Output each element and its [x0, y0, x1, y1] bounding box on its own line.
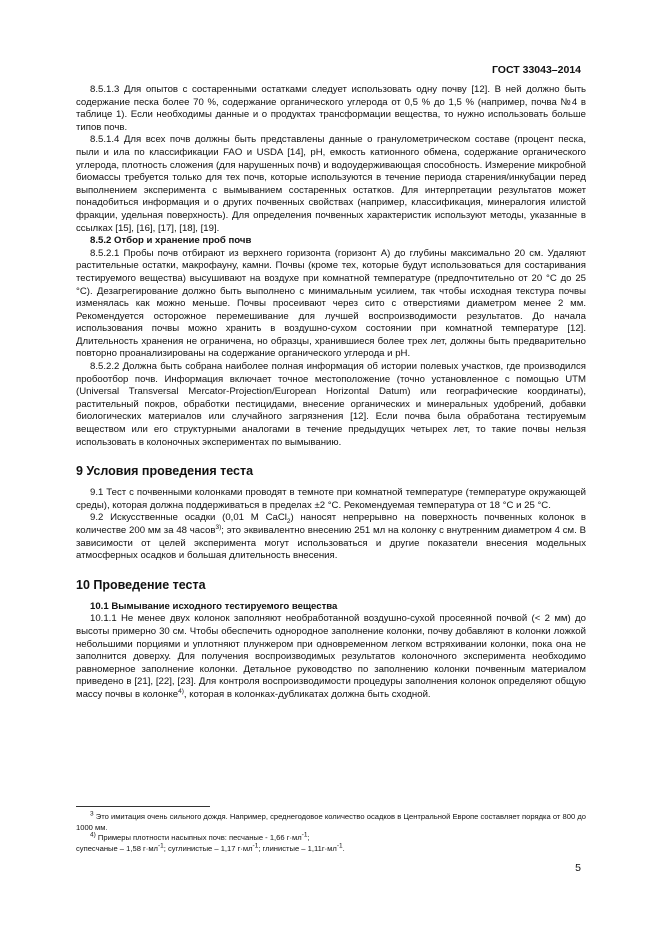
paragraph-10-1-1 [76, 613, 586, 701]
footnote-4-exponent-1: -1 [301, 831, 308, 839]
footnote-4-text-2: ; [307, 833, 310, 842]
page-number: 5 [575, 862, 581, 874]
paragraph-8-5-1-3: 8.5.1.3 Для опытов с состаренными остатками следует использовать одну почву [12]. В ней должно быть содержание песка более 70 %, содержание органического углерода от 0,5 % до 1,5 % (например, почва №4 в таблице 1). Если необходимы данные и о продуктах трансформации вещества, то нужно использовать больше типов почв. [76, 84, 586, 133]
footnote-3-text: Это имитация очень сильного дождя. Например, среднегодовое количество осадков в Центральной Европе составляет порядка от 800 до 1000 мм. [76, 812, 586, 832]
footnote-4-line-2-a: супесчаные – 1,58 г·мл [76, 843, 158, 853]
page-body [76, 84, 586, 702]
subsection-heading-8-5-2: 8.5.2 Отбор и хранение проб почв [90, 235, 252, 247]
footnote-4-line-2-c: ; глинистые – 1,11г·мл [258, 843, 337, 853]
document-id-header: ГОСТ 33043–2014 [491, 64, 581, 76]
paragraph-10-1-1-part-b: , которая в колонках-дубликатах должна быть сходной. [183, 688, 431, 700]
paragraph-9-2-subscript: 2 [286, 518, 291, 526]
footnote-ref-3: 3) [215, 523, 222, 531]
paragraph-8-5-2-1: 8.5.2.1 Пробы почв отбирают из верхнего горизонта (горизонт А) до глубины максимально 20 см. Удаляют растительные остатки, макрофауну, камни. Почвы (кроме тех, которые будут использоваться для состаривания тестируемого вещества) высушивают на воздухе при комнатной температуре (предпочтительно от 20 °С до 25 °С). Дезагрегирование должно быть выполнено с минимальным усилием, так чтобы исходная текстура почвы изменялась как можно меньше. Почвы просеивают через сито с отверстиями диаметром менее 2 мм. Рекомендуется осторожное перемешивание для лучшей воспроизводимости результатов. До начала использования почвы можно хранить в воздушно-сухом состоянии при комнатной температуре [12]. Длительность хранения не ограничена, но образцы, хранившиеся более трех лет, должны быть предварительно повторно проанализированы на содержание органического углерода и pH. [76, 247, 586, 360]
footnote-3-mark: 3 [90, 810, 94, 818]
footnote-4-mark: 4) [90, 831, 96, 839]
subsection-heading-10-1: 10.1 Вымывание исходного тестируемого вещества [90, 600, 338, 612]
paragraph-9-2-part-b: ) наносят непрерывно на поверхность почвенных колонок в количестве 200 мм за 48 часов [76, 512, 587, 536]
footnote-divider [76, 806, 210, 807]
footnote-4-line-2-d: . [342, 843, 345, 853]
paragraph-9-2 [76, 512, 586, 562]
paragraph-9-2-part-c: ; это эквивалентно внесению 251 мл на колонку с внутренним диаметром 4 см. В зависимости от целей эксперимента могут использоваться и другие показатели внесения модельных атмосферных осадков и большая длительность внесения. [76, 525, 587, 562]
section-heading-9: 9 Условия проведения теста [76, 464, 254, 479]
footnote-4-exponent-2: -1 [157, 841, 164, 849]
footnote-4-exponent-3: -1 [252, 841, 259, 849]
paragraph-9-1: 9.1 Тест с почвенными колонками проводят в темноте при комнатной температуре (температуре окружающей среды), которая должна поддерживаться в пределах ±2 °С. Рекомендуемая температура от 18 °С и 25 °С. [76, 487, 586, 511]
paragraph-8-5-2-2: 8.5.2.2 Должна быть собрана наиболее полная информация об истории полевых участков, где производился пробоотбор почв. Информация включает точное местоположение (точно установленное с помощью UTM (Universal Transversal Mercator-Projection/European Horizontal Datum) или географические координаты), растительный покров, обработки пестицидами, внесение органических и минеральных удобрений, добавки биологических материалов или случайного загрязнения [12]. Если почва была обработана тестируемым веществом или его структурными аналогами в течение предыдущих четырех лет, то такие почвы нельзя использовать в колоночных экспериментах по вымыванию. [76, 361, 586, 448]
paragraph-8-5-1-4: 8.5.1.4 Для всех почв должны быть представлены данные о гранулометрическом составе (процент песка, пыли и ила по классификации FAO и USDA [14], pH, емкость катионного обмена, содержание органического углерода, плотность сложения (для нарушенных почв) и водоудерживающая способность. Измерение микробной биомассы требуется только для тех почв, которые используются в течение периода старения/инкубации перед выполнением эксперимента с вымыванием состаренных остатков. Для интерпретации результатов может понадобиться информация и о других почвенных свойствах (например, классификация, минералогия илистой фракции, удельная поверхность). Для определения почвенных характеристик используют методы, указанные в ссылках [15], [16], [17], [18], [19]. [76, 134, 586, 234]
footnote-4-line-2-b: ; суглинистые – 1,17 г·мл [163, 843, 253, 853]
footnote-4-line-2 [76, 841, 586, 855]
footnote-ref-4: 4) [178, 687, 184, 695]
footnotes-area [76, 806, 586, 854]
footnote-4-exponent-4: -1 [336, 841, 343, 849]
paragraph-9-2-part-a: 9.2 Искусственные осадки (0,01 М CaCl [90, 512, 287, 524]
paragraph-10-1-1-part-a: 10.1.1 Не менее двух колонок заполняют необработанной воздушно-сухой просеянной почвой (< 2 мм) до высоты примерно 30 см. Чтобы обеспечить однородное заполнение колонки, почву добавляют в колонки ложкой небольшими порциями и уплотняют плунжером при одновременном легком встряхивании колонки, пока она не заполнится доверху. Для получения воспроизводимых результатов колоночного эксперимента необходимо равномерное заполнение колонки. Детальное руководство по заполнению колонки почвенным материалом приведено в [21], [22], [23]. Для контроля воспроизводимости процедуры заполнения колонок определяют общую массу почвы в колонке [76, 613, 586, 700]
footnote-3 [76, 812, 586, 833]
footnote-4 [76, 833, 586, 844]
footnote-4-text: Примеры плотности насыпных почв: песчаные - 1,66 г·мл [95, 833, 302, 842]
section-heading-10: 10 Проведение теста [76, 577, 206, 592]
